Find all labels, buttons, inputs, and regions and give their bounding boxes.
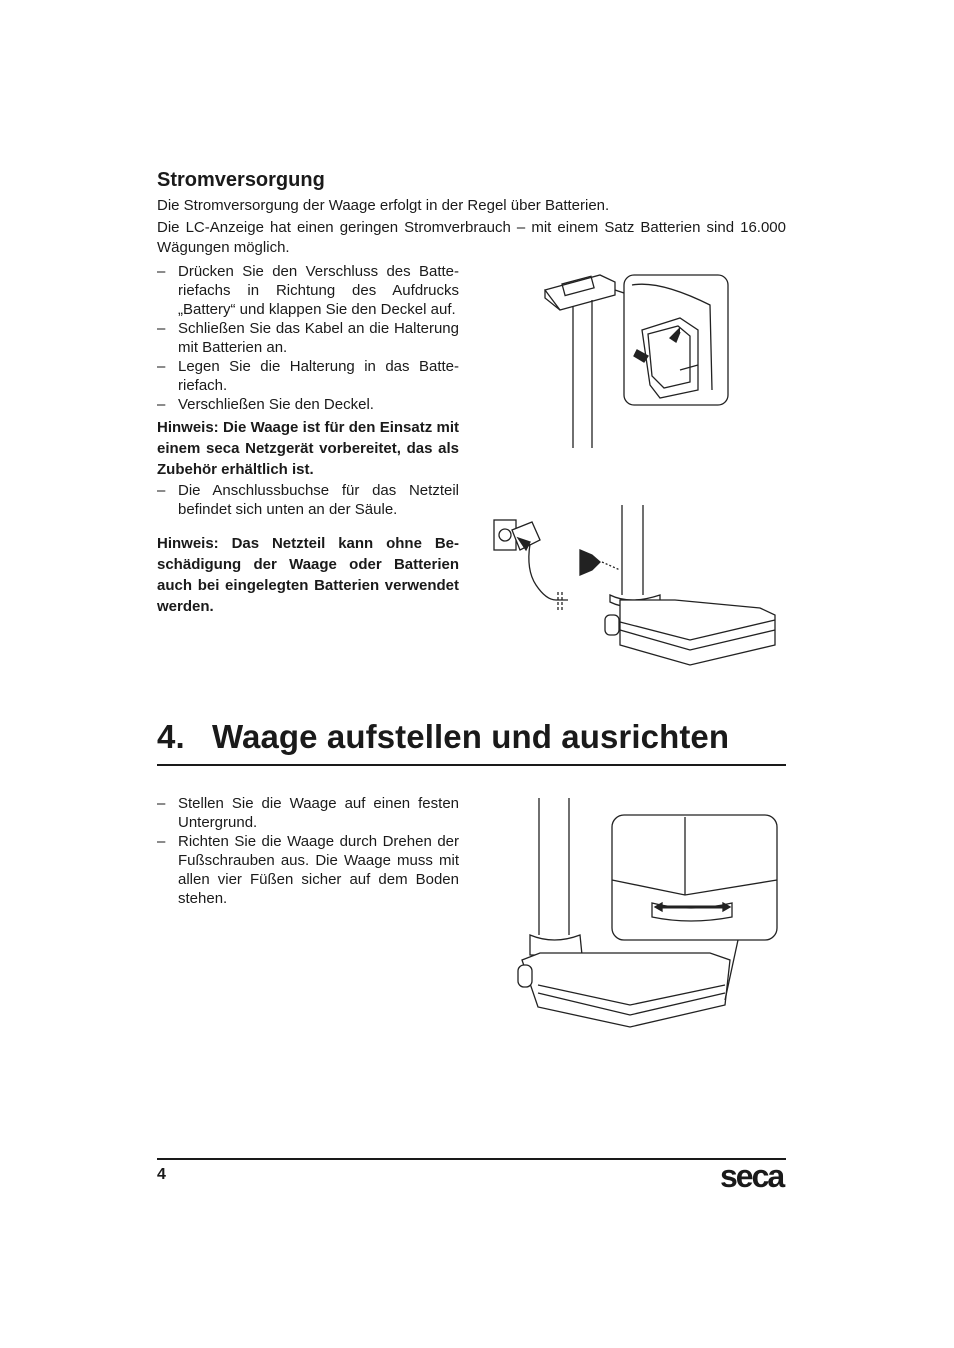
note-adapter-safe: Hinweis: Das Netzteil kann ohne Beschädigung der Waage oder Batterien auch bei eingelegten Batterien verwendet werden. [157, 535, 459, 615]
power-adapter-illustration [490, 500, 785, 675]
battery-compartment-illustration [540, 270, 735, 450]
chapter-number: 4. [157, 718, 185, 755]
power-steps-column [157, 262, 459, 617]
setup-steps-column [157, 794, 459, 908]
footer-divider [157, 1158, 786, 1160]
power-paragraph-1: Die Stromversorgung der Waage erfolgt in der Regel über Batterien. [157, 197, 610, 214]
section-heading-power: Stromversorgung [157, 169, 325, 191]
list-item: – Schließen Sie das Kabel an die Halterung mit Batterien an. [157, 319, 459, 357]
note-power-adapter: Hinweis: Die Waage ist für den Einsatz mit einem seca Netzgerät vorbereitet, das als Zubehör erhältlich ist. [157, 419, 459, 478]
power-steps-list [157, 262, 459, 414]
chapter-divider [157, 764, 786, 766]
setup-steps-list [157, 794, 459, 908]
list-item: – Die Anschlussbuchse für das Netzteil befindet sich unten an der Säule. [157, 481, 459, 519]
seca-logo: seca [720, 1158, 784, 1194]
list-item: – Richten Sie die Waage durch Drehen der Fußschrauben aus. Die Waage muss mit allen vier Füßen sicher auf dem Boden stehen. [157, 832, 459, 908]
page-number: 4 [157, 1166, 166, 1183]
power-steps-list-2 [157, 481, 459, 519]
list-item: – Legen Sie die Halterung in das Batteriefach. [157, 357, 459, 395]
list-item: – Stellen Sie die Waage auf einen festen Untergrund. [157, 794, 459, 832]
power-paragraph-2: Die LC-Anzeige hat einen geringen Stromverbrauch – mit einem Satz Batterien sind 16.000 Wägungen möglich. [157, 219, 786, 256]
chapter-title: Waage aufstellen und ausrichten [212, 718, 730, 755]
chapter-heading [157, 718, 729, 756]
list-item: – Drücken Sie den Verschluss des Batteriefachs in Richtung des Aufdrucks „Battery“ und klappen Sie den Deckel auf. [157, 262, 459, 319]
leveling-feet-illustration [510, 795, 785, 1040]
list-item: – Verschließen Sie den Deckel. [157, 395, 459, 414]
